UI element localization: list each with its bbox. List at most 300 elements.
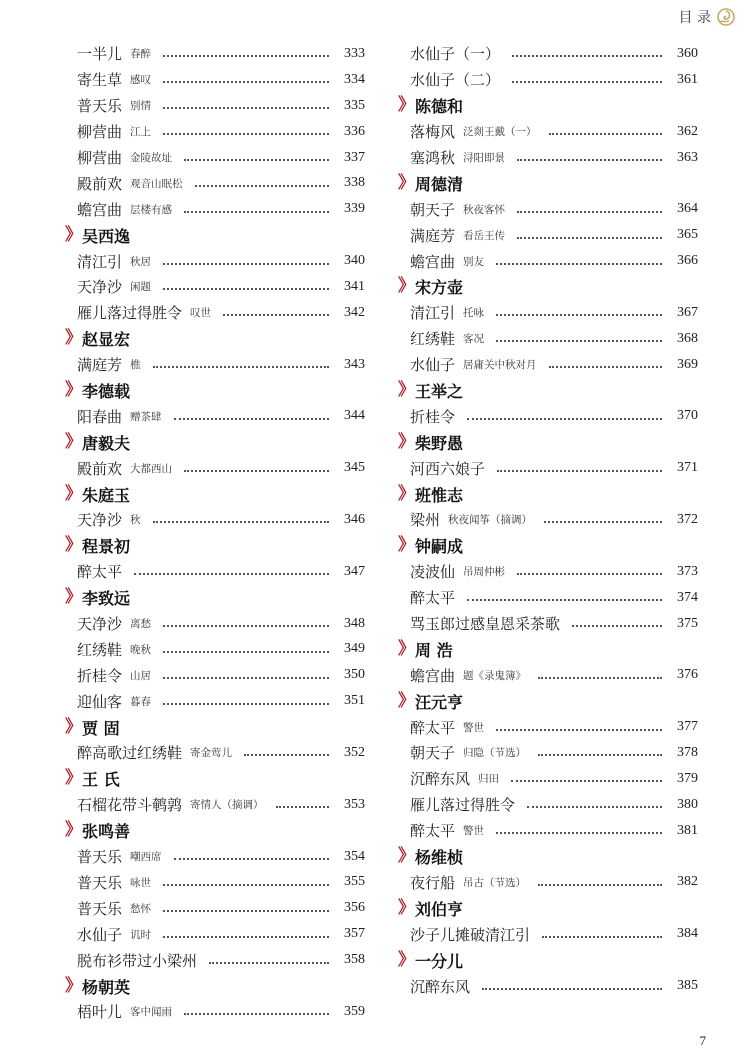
dot-leader bbox=[276, 806, 329, 808]
entry-page-number: 366 bbox=[677, 253, 698, 269]
entry-page-number: 364 bbox=[677, 201, 698, 217]
author-heading bbox=[65, 222, 365, 248]
toc-entry[interactable] bbox=[398, 740, 698, 766]
toc-entry[interactable] bbox=[65, 170, 365, 196]
chevron-right-icon: 》 bbox=[398, 95, 415, 116]
entry-title: 天净沙 bbox=[77, 615, 123, 634]
toc-entry[interactable] bbox=[65, 248, 365, 274]
entry-page-number: 359 bbox=[344, 1003, 365, 1019]
dot-leader bbox=[163, 133, 329, 135]
author-name: 周 浩 bbox=[415, 640, 453, 660]
dot-leader bbox=[163, 936, 329, 938]
toc-entry[interactable] bbox=[398, 611, 698, 637]
toc-entry[interactable] bbox=[65, 507, 365, 533]
toc-entry[interactable] bbox=[398, 507, 698, 533]
entry-page-number: 342 bbox=[344, 304, 365, 320]
toc-entry[interactable] bbox=[398, 921, 698, 947]
entry-title: 骂玉郎过感皇恩采茶歌 bbox=[410, 615, 561, 634]
chevron-right-icon: 》 bbox=[65, 716, 82, 737]
chevron-right-icon: 》 bbox=[65, 587, 82, 608]
author-name: 柴野愚 bbox=[415, 433, 464, 453]
dot-leader bbox=[467, 599, 662, 601]
entry-page-number: 373 bbox=[677, 563, 698, 579]
chevron-right-icon: 》 bbox=[398, 483, 415, 504]
entry-page-number: 365 bbox=[677, 227, 698, 243]
toc-entry[interactable] bbox=[398, 248, 698, 274]
chevron-right-icon: 》 bbox=[65, 975, 82, 996]
entry-subtitle: 离愁 bbox=[130, 618, 152, 631]
swirl-ornament-icon bbox=[716, 7, 736, 27]
entry-subtitle: 赠茶肆 bbox=[130, 410, 162, 423]
author-heading bbox=[65, 481, 365, 507]
entry-page-number: 361 bbox=[677, 71, 698, 87]
entry-subtitle: 叹世 bbox=[190, 307, 212, 320]
dot-leader bbox=[163, 288, 329, 290]
entry-title: 折桂令 bbox=[77, 666, 123, 685]
entry-page-number: 375 bbox=[677, 615, 698, 631]
entry-page-number: 345 bbox=[344, 460, 365, 476]
entry-page-number: 336 bbox=[344, 123, 365, 139]
entry-title: 殿前欢 bbox=[77, 174, 123, 193]
entry-page-number: 349 bbox=[344, 641, 365, 657]
entry-subtitle: 金陵故址 bbox=[130, 152, 173, 164]
entry-subtitle: 警世 bbox=[463, 825, 485, 838]
author-name: 李德载 bbox=[82, 382, 131, 402]
dot-leader bbox=[497, 470, 662, 472]
dot-leader bbox=[517, 237, 662, 239]
entry-subtitle: 山居 bbox=[130, 669, 152, 682]
entry-page-number: 353 bbox=[344, 796, 365, 812]
dot-leader bbox=[163, 81, 329, 83]
toc-entry[interactable] bbox=[65, 93, 365, 119]
entry-title: 夜行船 bbox=[410, 873, 456, 892]
entry-page-number: 339 bbox=[344, 201, 365, 217]
entry-subtitle: 樵 bbox=[130, 359, 141, 372]
entry-subtitle: 吊古（节选） bbox=[463, 876, 527, 889]
entry-title: 天净沙 bbox=[77, 278, 123, 297]
entry-page-number: 367 bbox=[677, 304, 698, 320]
entry-title: 水仙子 bbox=[410, 356, 456, 375]
chevron-right-icon: 》 bbox=[398, 846, 415, 867]
entry-subtitle: 泛剡王戴（一） bbox=[463, 126, 537, 139]
entry-subtitle: 秋居 bbox=[130, 255, 152, 268]
author-name: 王 氏 bbox=[82, 770, 120, 790]
entry-page-number: 381 bbox=[677, 822, 698, 838]
entry-subtitle: 客中闻雨 bbox=[130, 1006, 173, 1019]
dot-leader bbox=[184, 159, 329, 161]
entry-title: 醉太平 bbox=[410, 822, 456, 841]
entry-page-number: 348 bbox=[344, 615, 365, 631]
chevron-right-icon: 》 bbox=[398, 638, 415, 659]
chevron-right-icon: 》 bbox=[65, 328, 82, 349]
entry-subtitle: 居庸关中秋对月 bbox=[463, 359, 537, 372]
entry-title: 柳营曲 bbox=[77, 149, 123, 167]
chevron-right-icon: 》 bbox=[398, 535, 415, 556]
toc-entry[interactable] bbox=[398, 870, 698, 896]
dot-leader bbox=[209, 962, 329, 964]
dot-leader bbox=[511, 780, 662, 782]
author-heading bbox=[398, 93, 698, 119]
dot-leader bbox=[174, 418, 329, 420]
dot-leader bbox=[538, 884, 662, 886]
entry-title: 普天乐 bbox=[77, 899, 123, 918]
dot-leader bbox=[163, 107, 329, 109]
toc-entry[interactable] bbox=[398, 67, 698, 93]
dot-leader bbox=[163, 263, 329, 265]
toc-entry[interactable] bbox=[398, 818, 698, 844]
entry-page-number: 335 bbox=[344, 97, 365, 113]
entry-subtitle: 嘲西席 bbox=[130, 851, 162, 864]
entry-title: 清江引 bbox=[77, 252, 123, 271]
entry-page-number: 376 bbox=[677, 667, 698, 683]
entry-page-number: 341 bbox=[344, 278, 365, 294]
entry-page-number: 334 bbox=[344, 71, 365, 87]
entry-page-number: 360 bbox=[677, 45, 698, 61]
entry-page-number: 382 bbox=[677, 874, 698, 890]
chevron-right-icon: 》 bbox=[65, 820, 82, 841]
toc-entry[interactable] bbox=[65, 119, 365, 145]
entry-subtitle: 闲题 bbox=[130, 281, 152, 294]
chevron-right-icon: 》 bbox=[398, 431, 415, 452]
toc-entry[interactable] bbox=[398, 145, 698, 171]
entry-page-number: 362 bbox=[677, 123, 698, 139]
entry-subtitle: 观音山眠松 bbox=[130, 177, 183, 190]
dot-leader bbox=[174, 858, 329, 860]
toc-entry[interactable] bbox=[65, 611, 365, 637]
entry-title: 普天乐 bbox=[77, 97, 123, 116]
header-title: 目 录 bbox=[678, 10, 711, 26]
author-heading bbox=[65, 585, 365, 611]
author-heading bbox=[398, 688, 698, 714]
entry-page-number: 379 bbox=[677, 770, 698, 786]
toc-entry[interactable] bbox=[65, 947, 365, 973]
dot-leader bbox=[163, 625, 329, 627]
entry-title: 雁儿落过得胜令 bbox=[410, 796, 516, 815]
toc-entry[interactable] bbox=[398, 662, 698, 688]
entry-title: 沉醉东风 bbox=[410, 977, 471, 996]
author-heading bbox=[398, 844, 698, 870]
toc-entry[interactable] bbox=[65, 196, 365, 222]
dot-leader bbox=[517, 159, 662, 161]
author-name: 汪元亨 bbox=[415, 692, 464, 712]
entry-subtitle: 看岳王传 bbox=[463, 229, 506, 242]
entry-title: 醉太平 bbox=[410, 589, 456, 608]
author-heading bbox=[398, 895, 698, 921]
entry-subtitle: 江上 bbox=[130, 126, 152, 139]
entry-subtitle: 客况 bbox=[463, 333, 485, 346]
dot-leader bbox=[496, 729, 662, 731]
dot-leader bbox=[244, 754, 329, 756]
toc-entry[interactable] bbox=[398, 196, 698, 222]
chevron-right-icon: 》 bbox=[65, 768, 82, 789]
entry-page-number: 358 bbox=[344, 952, 365, 968]
entry-subtitle: 托咏 bbox=[463, 307, 485, 320]
entry-title: 蟾宫曲 bbox=[410, 666, 456, 685]
entry-page-number: 377 bbox=[677, 719, 698, 735]
dot-leader bbox=[223, 314, 329, 316]
author-heading bbox=[398, 429, 698, 455]
entry-title: 凌波仙 bbox=[410, 563, 456, 582]
author-heading bbox=[65, 429, 365, 455]
entry-subtitle: 吊周仲彬 bbox=[463, 566, 506, 579]
entry-page-number: 371 bbox=[677, 460, 698, 476]
entry-subtitle: 归田 bbox=[478, 773, 500, 786]
entry-title: 石榴花带斗鹌鹑 bbox=[77, 796, 183, 815]
dot-leader bbox=[163, 677, 329, 679]
author-heading bbox=[65, 766, 365, 792]
toc-entry[interactable] bbox=[398, 300, 698, 326]
entry-title: 雁儿落过得胜令 bbox=[77, 304, 183, 323]
dot-leader bbox=[517, 573, 662, 575]
chevron-right-icon: 》 bbox=[65, 483, 82, 504]
entry-title: 水仙子（二） bbox=[410, 71, 501, 90]
dot-leader bbox=[482, 988, 662, 990]
entry-title: 落梅风 bbox=[410, 123, 456, 142]
dot-leader bbox=[544, 521, 662, 523]
entry-subtitle: 题《录鬼簿》 bbox=[463, 669, 527, 682]
author-name: 张鸣善 bbox=[82, 822, 131, 842]
toc-entry[interactable] bbox=[65, 352, 365, 378]
author-heading bbox=[398, 170, 698, 196]
entry-title: 朝天子 bbox=[410, 200, 456, 219]
entry-page-number: 369 bbox=[677, 356, 698, 372]
entry-title: 蟾宫曲 bbox=[410, 252, 456, 271]
author-name: 吴西逸 bbox=[82, 226, 131, 246]
dot-leader bbox=[512, 81, 662, 83]
dot-leader bbox=[496, 314, 662, 316]
entry-page-number: 351 bbox=[344, 693, 365, 709]
entry-page-number: 340 bbox=[344, 253, 365, 269]
dot-leader bbox=[134, 573, 329, 575]
toc-entry[interactable] bbox=[65, 300, 365, 326]
entry-subtitle: 感叹 bbox=[130, 74, 152, 87]
author-name: 周德清 bbox=[415, 174, 464, 194]
entry-subtitle: 春醉 bbox=[130, 48, 152, 61]
entry-subtitle: 晚秋 bbox=[130, 643, 152, 656]
entry-title: 醉太平 bbox=[77, 563, 123, 582]
toc-entry[interactable] bbox=[65, 559, 365, 585]
dot-leader bbox=[195, 185, 329, 187]
entry-page-number: 370 bbox=[677, 408, 698, 424]
chevron-right-icon: 》 bbox=[398, 897, 415, 918]
author-heading bbox=[398, 533, 698, 559]
toc-right-column bbox=[398, 41, 698, 999]
dot-leader bbox=[163, 910, 329, 912]
entry-page-number: 356 bbox=[344, 900, 365, 916]
toc-entry[interactable] bbox=[398, 119, 698, 145]
entry-page-number: 354 bbox=[344, 848, 365, 864]
entry-title: 朝天子 bbox=[410, 744, 456, 763]
toc-entry[interactable] bbox=[65, 740, 365, 766]
entry-page-number: 357 bbox=[344, 926, 365, 942]
chevron-right-icon: 》 bbox=[398, 380, 415, 401]
toc-entry[interactable] bbox=[398, 222, 698, 248]
toc-entry[interactable] bbox=[398, 585, 698, 611]
entry-title: 梧叶儿 bbox=[77, 1003, 123, 1022]
page-number: 7 bbox=[699, 1033, 706, 1048]
dot-leader bbox=[163, 703, 329, 705]
entry-page-number: 346 bbox=[344, 511, 365, 527]
toc-entry[interactable] bbox=[65, 67, 365, 93]
author-heading bbox=[398, 481, 698, 507]
toc-entry[interactable] bbox=[398, 41, 698, 67]
entry-title: 蟾宫曲 bbox=[77, 200, 123, 219]
entry-page-number: 344 bbox=[344, 408, 365, 424]
author-heading bbox=[65, 818, 365, 844]
dot-leader bbox=[512, 55, 662, 57]
entry-title: 殿前欢 bbox=[77, 459, 123, 478]
toc-entry[interactable] bbox=[65, 274, 365, 300]
dot-leader bbox=[467, 418, 662, 420]
entry-page-number: 350 bbox=[344, 667, 365, 683]
dot-leader bbox=[549, 133, 662, 135]
toc-entry[interactable] bbox=[398, 714, 698, 740]
entry-subtitle: 归隐（节选） bbox=[463, 747, 527, 760]
chevron-right-icon: 》 bbox=[65, 431, 82, 452]
toc-entry[interactable] bbox=[65, 688, 365, 714]
entry-title: 满庭芳 bbox=[77, 356, 123, 375]
author-heading bbox=[65, 378, 365, 404]
entry-page-number: 355 bbox=[344, 874, 365, 890]
toc-left-column bbox=[65, 41, 365, 1025]
author-name: 贾 固 bbox=[82, 718, 120, 738]
entry-page-number: 338 bbox=[344, 175, 365, 191]
author-name: 程景初 bbox=[82, 537, 131, 557]
toc-entry[interactable] bbox=[65, 792, 365, 818]
toc-entry[interactable] bbox=[65, 403, 365, 429]
entry-subtitle: 寄情人（摘调） bbox=[190, 799, 264, 812]
author-name: 朱庭玉 bbox=[82, 485, 131, 505]
entry-subtitle: 警世 bbox=[463, 721, 485, 734]
toc-entry[interactable] bbox=[398, 455, 698, 481]
toc-entry[interactable] bbox=[65, 455, 365, 481]
entry-subtitle: 秋 bbox=[130, 514, 141, 527]
toc-entry[interactable] bbox=[398, 559, 698, 585]
author-name: 班惟志 bbox=[415, 485, 464, 505]
entry-page-number: 337 bbox=[344, 149, 365, 165]
entry-subtitle: 别情 bbox=[130, 100, 152, 113]
entry-page-number: 368 bbox=[677, 330, 698, 346]
entry-page-number: 372 bbox=[677, 511, 698, 527]
entry-subtitle: 寄金莺儿 bbox=[190, 747, 233, 760]
running-header bbox=[679, 6, 736, 28]
dot-leader bbox=[184, 211, 329, 213]
entry-page-number: 378 bbox=[677, 744, 698, 760]
entry-title: 普天乐 bbox=[77, 873, 123, 892]
toc-entry[interactable] bbox=[65, 999, 365, 1025]
entry-page-number: 384 bbox=[677, 926, 698, 942]
entry-title: 寄生草 bbox=[77, 71, 123, 90]
toc-entry[interactable] bbox=[398, 792, 698, 818]
author-name: 宋方壶 bbox=[415, 278, 464, 298]
toc-entry[interactable] bbox=[65, 145, 365, 171]
dot-leader bbox=[517, 211, 662, 213]
toc-entry[interactable] bbox=[65, 895, 365, 921]
entry-subtitle: 浔阳即景 bbox=[463, 152, 506, 164]
toc-entry[interactable] bbox=[65, 921, 365, 947]
entry-subtitle: 咏世 bbox=[130, 876, 152, 889]
toc-entry[interactable] bbox=[398, 766, 698, 792]
toc-entry[interactable] bbox=[65, 662, 365, 688]
entry-title: 柳营曲 bbox=[77, 123, 123, 142]
entry-title: 普天乐 bbox=[77, 848, 123, 867]
dot-leader bbox=[542, 936, 662, 938]
toc-entry[interactable] bbox=[398, 352, 698, 378]
chevron-right-icon: 》 bbox=[65, 224, 82, 245]
entry-title: 水仙子（一） bbox=[410, 45, 501, 64]
dot-leader bbox=[527, 806, 662, 808]
toc-entry[interactable] bbox=[398, 326, 698, 352]
entry-page-number: 374 bbox=[677, 589, 698, 605]
entry-subtitle: 讥时 bbox=[130, 928, 152, 941]
toc-entry[interactable] bbox=[398, 403, 698, 429]
entry-subtitle: 秋夜闻筝（摘调） bbox=[448, 514, 533, 527]
author-heading bbox=[398, 947, 698, 973]
entry-title: 塞鸿秋 bbox=[410, 149, 456, 167]
author-name: 赵显宏 bbox=[82, 330, 131, 350]
entry-page-number: 333 bbox=[344, 45, 365, 61]
entry-title: 沙子儿摊破清江引 bbox=[410, 925, 531, 944]
dot-leader bbox=[538, 754, 662, 756]
entry-title: 沉醉东风 bbox=[410, 770, 471, 789]
chevron-right-icon: 》 bbox=[398, 949, 415, 970]
dot-leader bbox=[163, 55, 329, 57]
author-heading bbox=[398, 378, 698, 404]
author-name: 陈德和 bbox=[415, 97, 464, 117]
dot-leader bbox=[538, 677, 662, 679]
entry-subtitle: 愁怀 bbox=[130, 902, 152, 915]
entry-title: 梁州 bbox=[410, 511, 441, 530]
dot-leader bbox=[184, 1013, 329, 1015]
entry-page-number: 385 bbox=[677, 978, 698, 993]
toc-entry[interactable] bbox=[65, 41, 365, 67]
author-heading bbox=[65, 533, 365, 559]
entry-page-number: 352 bbox=[344, 744, 365, 760]
entry-title: 迎仙客 bbox=[77, 692, 123, 711]
entry-title: 红绣鞋 bbox=[410, 330, 456, 349]
chevron-right-icon: 》 bbox=[398, 276, 415, 297]
entry-title: 阳春曲 bbox=[77, 407, 123, 426]
author-heading bbox=[398, 636, 698, 662]
entry-title: 醉高歌过红绣鞋 bbox=[77, 744, 183, 763]
author-name: 杨维桢 bbox=[415, 848, 464, 868]
entry-page-number: 343 bbox=[344, 356, 365, 372]
dot-leader bbox=[184, 470, 329, 472]
chevron-right-icon: 》 bbox=[398, 690, 415, 711]
author-name: 杨朝英 bbox=[82, 977, 131, 997]
entry-title: 醉太平 bbox=[410, 718, 456, 737]
dot-leader bbox=[496, 263, 662, 265]
dot-leader bbox=[163, 651, 329, 653]
entry-subtitle: 层楼有感 bbox=[130, 203, 173, 216]
dot-leader bbox=[549, 366, 662, 368]
entry-page-number: 347 bbox=[344, 563, 365, 579]
entry-title: 一半儿 bbox=[77, 45, 123, 64]
dot-leader bbox=[153, 521, 329, 523]
toc-entry[interactable] bbox=[398, 973, 698, 999]
dot-leader bbox=[496, 832, 662, 834]
entry-page-number: 380 bbox=[677, 796, 698, 812]
author-name: 钟嗣成 bbox=[415, 537, 464, 557]
toc-entry[interactable] bbox=[65, 636, 365, 662]
author-name: 李致远 bbox=[82, 589, 131, 609]
dot-leader bbox=[153, 366, 329, 368]
toc-entry[interactable] bbox=[65, 870, 365, 896]
entry-page-number: 363 bbox=[677, 149, 698, 165]
entry-subtitle: 暮春 bbox=[130, 695, 152, 708]
entry-subtitle: 大都西山 bbox=[130, 462, 173, 475]
toc-entry[interactable] bbox=[65, 844, 365, 870]
